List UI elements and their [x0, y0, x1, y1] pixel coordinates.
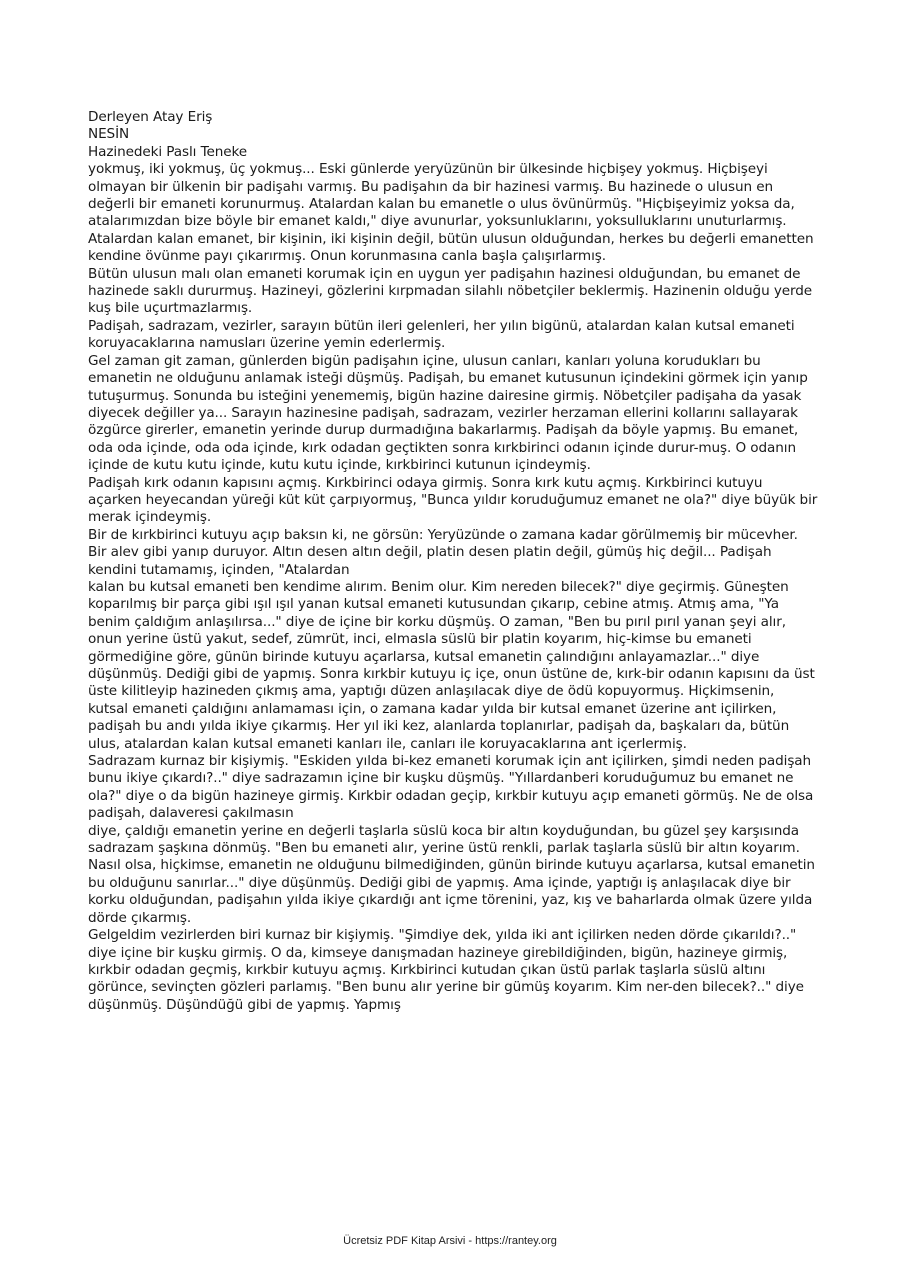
- paragraph-11: Gelgeldim vezirlerden biri kurnaz bir kişiymiş. "Şimdiye dek, yılda iki ant içilirken neden dörde çıkarıldı?.." diye içine bir kuşku girmiş. O da, kimseye danışmadan hazineye girebildiğinden, bigün, hazineye girmiş, kırkbir odadan geçmiş, kırkbir kutuyu açmış. Kırkbirinci kutudan çıkan üstü parlak taşlarla süslü altını görünce, sevinçten gözleri parlamış. "Ben bunu alır yerine bir gümüş koyarım. Kim ner-den bilecek?.." diye düşünmüş. Düşündüğü gibi de yapmış. Yapmış: [88, 927, 804, 1013]
- paragraph-3: Bütün ulusun malı olan emaneti korumak için en uygun yer padişahın hazinesi olduğundan, bu emanet de hazinede saklı dururmuş. Hazineyi, gözlerini kırpmadan silahlı nöbetçiler beklermiş. Hazinenin olduğu yerde kuş bile uçurtmazlarmış.: [88, 265, 813, 317]
- paragraph-1: yokmuş, iki yokmuş, üç yokmuş... Eski günlerde yeryüzünün bir ülkesinde hiçbişey yokmuş. Hiçbişeyi olmayan bir ülkenin bir padişahı varmış. Bu padişahın da bir hazinesi varmış. Bu hazinede o ulusun en değerli bir emaneti korunurmuş. Atalardan kalan bu emanetle o ulus övünürmüş. "Hiçbişeyimiz yoksa da, atalarımızdan bize böyle bir emanet kaldı," diye avunurlar, yoksunluklarını, yoksulluklarını unuturlarmış.: [88, 161, 795, 230]
- paragraph-4: Padişah, sadrazam, vezirler, sarayın bütün ileri gelenleri, her yılın bigünü, atalardan kalan kutsal emaneti koruyacaklarına namusları üzerine yemin ederlermiş.: [88, 317, 795, 352]
- paragraph-8: kalan bu kutsal emaneti ben kendime alırım. Benim olur. Kim nereden bilecek?" diye geçirmiş. Güneşten koparılmış bir parça gibi ışıl ışıl yanan kutsal emaneti kutusundan çıkarıp, cebine atmış. Atmış ama, "Ya benim çaldığım anlaşılırsa..." diye de içine bir korku düşmüş. O zaman, "Ben bu pırıl pırıl yanan şeyi alır, onun yerine üstü yakut, sedef, zümrüt, inci, elmasla süslü bir platin koyarım, hiç-kimse bu emaneti görmediğine göre, günün birinde kutuyu açarlarsa, kutsal emanetin çalındığını anlayamazlar..." diye düşünmüş. Dediği gibi de yapmış. Sonra kırkbir kutuyu iç içe, onun üstüne de, kırk-bir odanın kapısını da üst üste kilitleyip hazineden çıkmış ama, yaptığı düzen anlaşılacak diye de ödü kopuyormuş. Hiçkimsenin, kutsal emaneti çaldığını anlamaması için, o zamana kadar yılda bir kutsal emanet üzerine ant içilirken, padişah bu andı yılda ikiye çıkarmış. Her yıl iki kez, alanlarda toplanırlar, padişah da, başkaları da, bütün ulus, atalardan kalan kutsal emaneti kanları ile, canları ile koruyacaklarına ant içerlermiş.: [88, 578, 815, 752]
- paragraph-6: Padişah kırk odanın kapısını açmış. Kırkbirinci odaya girmiş. Sonra kırk kutu açmış. Kırkbirinci kutuyu açarken heyecandan yüreği küt küt çarpıyormuş, "Bunca yıldır koruduğumuz emanet ne ola?" diye büyük bir merak içindeymiş.: [88, 474, 818, 526]
- page-footer: Ücretsiz PDF Kitap Arsivi - https://rantey.org: [343, 1235, 557, 1247]
- document-body: [88, 109, 818, 1014]
- paragraph-7: Bir de kırkbirinci kutuyu açıp baksın ki, ne görsün: Yeryüzünde o zamana kadar görülmemiş bir mücevher. Bir alev gibi yanıp duruyor. Altın desen altın değil, platin desen platin değil, gümüş hiç değil... Padişah kendini tutamamış, içinden, "Atalardan: [88, 526, 798, 578]
- paragraph-10: diye, çaldığı emanetin yerine en değerli taşlarla süslü koca bir altın koyduğundan, bu güzel şey karşısında sadrazam şaşkına dönmüş. "Ben bu emaneti alır, yerine üstü renkli, parlak taşlarla süslü bir altın koyarım. Nasıl olsa, hiçkimse, emanetin ne olduğunu bilmediğinden, günün birinde kutuyu açarlarsa, kutsal emanetin bu olduğunu sanırlar..." diye düşünmüş. Dediği gibi de yapmış. Ama içinde, yaptığı iş anlaşılacak diye bir korku olduğundan, padişahın yılda ikiye çıkardığı ant içme törenini, yaz, kış ve baharlarda olmak üzere yılda dörde çıkarmış.: [88, 822, 815, 926]
- compiler-line: Derleyen Atay Eriş: [88, 109, 213, 125]
- story-title: Hazinedeki Paslı Teneke: [88, 143, 248, 160]
- paragraph-2: Atalardan kalan emanet, bir kişinin, iki kişinin değil, bütün ulusun olduğundan, herkes bu değerli emanetten kendine övünme payı çıkarırmış. Onun korunmasına canla başla çalışırlarmış.: [88, 230, 814, 265]
- paragraph-5: Gel zaman git zaman, günlerden bigün padişahın içine, ulusun canları, kanları yoluna korudukları bu emanetin ne olduğunu anlamak isteği düşmüş. Padişah, bu emanet kutusunun içindekini görmek için yanıp tutuşurmuş. Sonunda bu isteğini yenememiş, bigün hazine dairesine girmiş. Nöbetçiler padişaha da yasak diyecek değiller ya... Sarayın hazinesine padişah, sadrazam, vezirler herzaman ellerini kollarını sallayarak özgürce girerler, emanetin yerinde durup durmadığına bakarlarmış. Padişah da böyle yapmış. Bu emanet, oda oda içinde, oda oda içinde, kırk odadan geçtikten sonra kırkbirinci odanın içinde durur-muş. O odanın içinde de kutu kutu içinde, kutu kutu içinde, kırkbirinci kutunun içindeymiş.: [88, 352, 808, 474]
- paragraph-9: Sadrazam kurnaz bir kişiymiş. "Eskiden yılda bi-kez emaneti korumak için ant içilirken, şimdi neden padişah bunu ikiye çıkardı?.." diye sadrazamın içine bir kuşku düşmüş. "Yıllardanberi koruduğumuz bu emanet ne ola?" diye o da bigün hazineye girmiş. Kırkbir odadan geçip, kırkbir kutuyu açıp emaneti görmüş. Ne de olsa padişah, dalaveresi çakılmasın: [88, 753, 814, 822]
- author-name: NESİN: [88, 126, 130, 143]
